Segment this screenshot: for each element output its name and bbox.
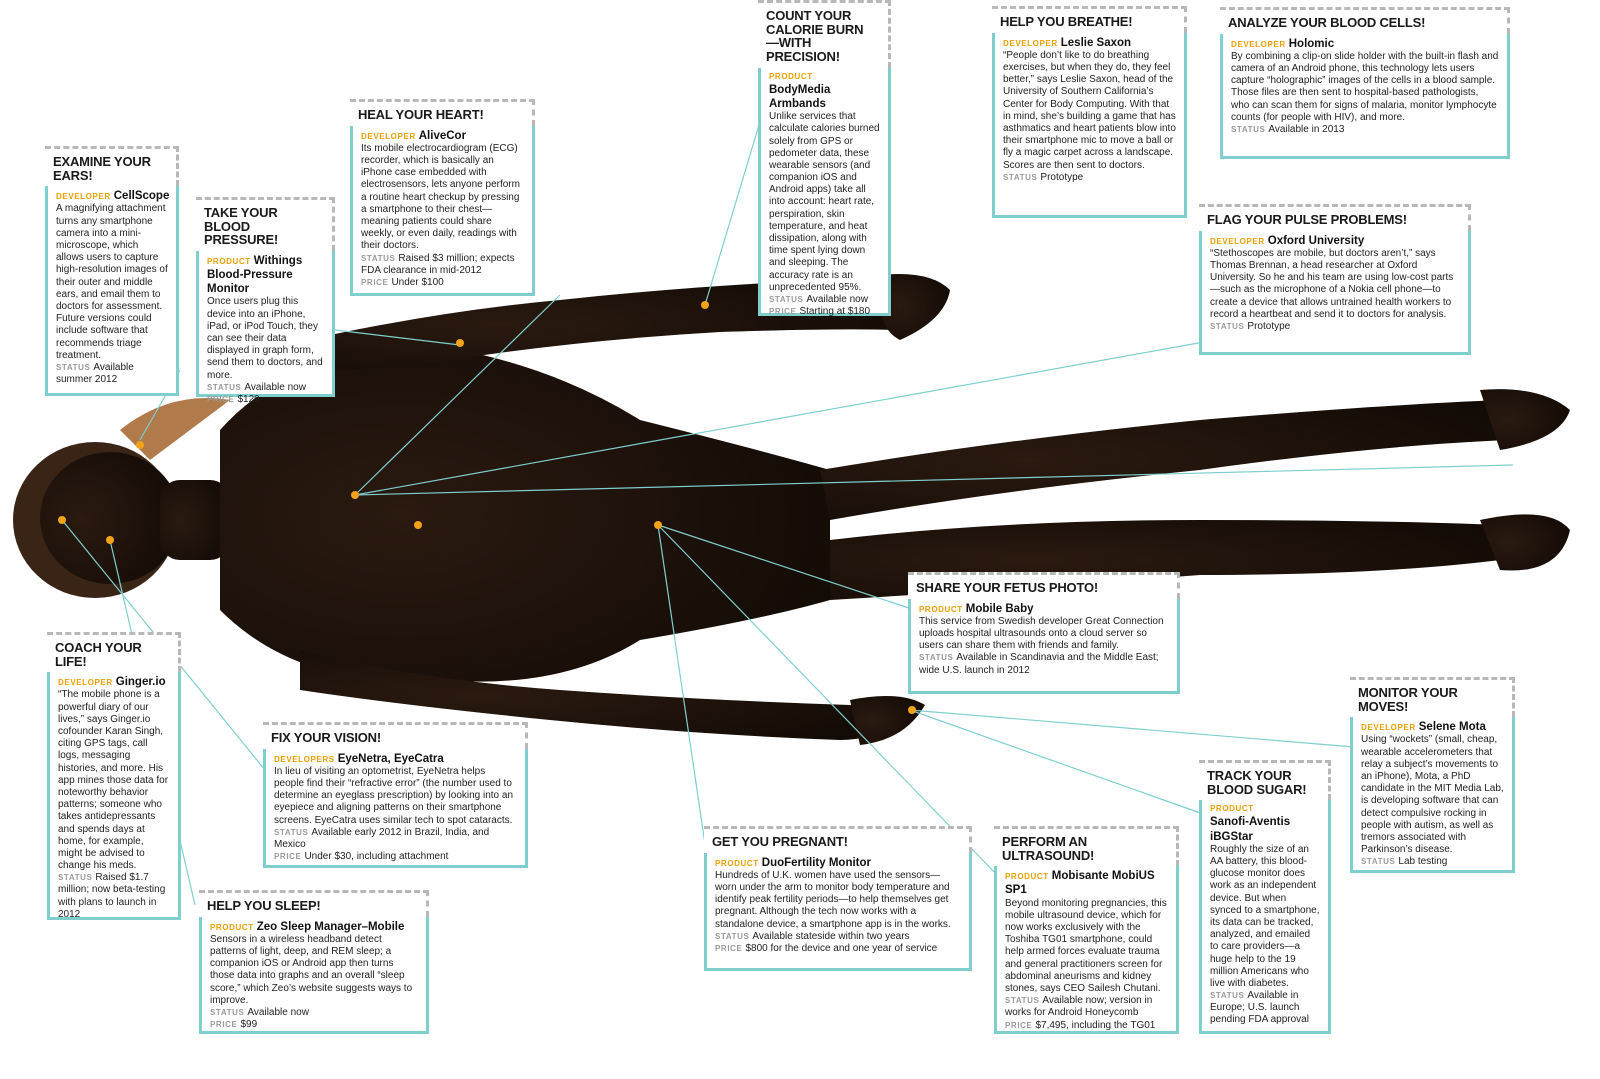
price-value: Under $100 (391, 276, 444, 288)
card-heart (350, 99, 535, 296)
status-label: STATUS (210, 1007, 245, 1017)
status-value: Raised $1.7 million; now beta-testing with plans to launch in 2012 (58, 872, 166, 920)
price-value: Starting at $180 (799, 306, 871, 318)
card-description: Roughly the size of an AA battery, this blood-glucose monitor does work as an independent device. But when synced to a smartphone, its data can be tracked, analyzed, and emailed to care providers—a huge help to the 19 million Americans who live with diabetes. (1210, 843, 1320, 989)
developer-name: CellScope (113, 190, 170, 203)
status-label: STATUS (919, 653, 954, 663)
card-title: GET YOU PREGNANT! (704, 826, 972, 853)
card-ultrasound (994, 826, 1179, 1034)
status-value: Available now; version in works for Android Honeycomb (1005, 995, 1153, 1019)
card-description: “The mobile phone is a powerful diary of our lives,” says Ginger.io cofounder Karan Singh, citing GPS tags, call logs, messaging histories, and more. His app mines those data for noteworthy behavior patterns; someone who takes antidepressants and spends days at home, for example, might be advised to change his meds. (58, 689, 169, 872)
status-value: Raised $3 million; expects FDA clearance in mid-2012 (361, 252, 515, 276)
developer-label: DEVELOPER (56, 192, 111, 202)
card-title: HEAL YOUR HEART! (350, 99, 535, 126)
card-sleep (199, 890, 429, 1034)
product-name: DuoFertility Monitor (761, 856, 872, 869)
status-label: STATUS (1003, 172, 1038, 182)
product-label: PRODUCT (769, 71, 813, 81)
card-title: ANALYZE YOUR BLOOD CELLS! (1220, 7, 1510, 34)
card-description: Sensors in a wireless headband detect patterns of light, deep, and REM sleep; a companion iOS or Android app then turns those data into graphs and an overall “sleep score,” which Zeo’s website suggests ways to improve. (210, 933, 413, 1006)
product-label: PRODUCT (715, 858, 759, 868)
card-description: A magnifying attachment turns any smartphone camera into a mini-microscope, which allows users to capture high-resolution images of their outer and middle ears, and email them to doctors for assessment. Future versions could include software that recommends triage treatment. (56, 203, 168, 361)
card-title: SHARE YOUR FETUS PHOTO! (908, 572, 1180, 599)
price-value: $800 for the device and one year of service (745, 942, 938, 954)
card-breathe (992, 6, 1187, 218)
product-label: PRODUCT (1210, 804, 1254, 814)
developer-name: EyeNetra, EyeCatra (337, 752, 444, 765)
card-moves (1350, 677, 1515, 873)
card-sugar (1199, 760, 1331, 1034)
card-description: By combining a clip-on slide holder with the built-in flash and camera of an Android phone, this technology lets users capture “holographic” images of the cells in a blood sample. Those files are then sent to hospital-based pathologists, who can scan them for signs of malaria, monitor lymphocyte counts (for people with HIV), and more. (1231, 50, 1499, 123)
status-label: STATUS (58, 873, 93, 883)
developer-name: Selene Mota (1418, 721, 1486, 734)
status-value: Available now (806, 293, 868, 305)
developer-name: Ginger.io (115, 676, 166, 689)
price-label: PRICE (274, 852, 302, 862)
developer-name: Oxford University (1267, 234, 1365, 247)
card-title: TRACK YOUR BLOOD SUGAR! (1199, 760, 1331, 800)
status-value: Prototype (1247, 320, 1291, 332)
card-calorie (758, 0, 891, 316)
price-label: PRICE (715, 943, 743, 953)
card-pregnant (704, 826, 972, 971)
card-title: EXAMINE YOUR EARS! (45, 146, 179, 186)
card-title: COACH YOUR LIFE! (47, 632, 181, 672)
card-description: In lieu of visiting an optometrist, EyeNetra helps people find their “refractive error” (the number used to determine an eyeglass prescription) by looking into an eyepiece and aligning patterns on their smartphone screens. EyeCatra uses similar tech to spot cataracts. (274, 765, 514, 826)
price-label: PRICE (210, 1020, 238, 1030)
card-title: FLAG YOUR PULSE PROBLEMS! (1199, 204, 1471, 231)
price-label: PRICE (1005, 1020, 1033, 1030)
card-title: TAKE YOUR BLOOD PRESSURE! (196, 197, 335, 251)
price-label: PRICE (207, 394, 235, 404)
product-name: Sanofi-Aventis iBGStar (1210, 816, 1291, 843)
card-description: This service from Swedish developer Great Connection uploads hospital ultrasounds onto a cloud server so users can share them with friends and family. (919, 615, 1164, 652)
card-description: Unlike services that calculate calories burned solely from GPS or pedometer data, these wearable sensors (and companion iOS and Android apps) take all into account: heart rate, perspiration, skin temperature, and heat dissipation, along with time spent lying down and sleeping. The accuracy rate is an unprecedented 95%. (769, 111, 880, 293)
card-fetus (908, 572, 1180, 694)
status-value: Available now (244, 381, 306, 393)
status-label: STATUS (361, 253, 396, 263)
card-description: Using “wockets” (small, cheap, wearable accelerometers that relay a subject’s movements to an iPhone), Mota, a PhD candidate in the MIT Media Lab, is developing software that can detect compulsive rocking in people with autism, as well as tremors associated with Parkinson’s disease. (1361, 734, 1504, 856)
status-value: Available early 2012 in Brazil, India, and Mexico (274, 826, 490, 850)
status-value: Available stateside within two years (752, 930, 910, 942)
card-title: HELP YOU SLEEP! (199, 890, 429, 917)
card-description: “People don’t like to do breathing exercises, but when they do, they feel better,” says Leslie Saxon, head of the University of Southern California’s Center for Body Computing. With that in mind, she’s building a game that has asthmatics and heart patients blow into their smartphone mic to move a ball or fly a magic carpet across a landscape. Scores are then sent to doctors. (1003, 49, 1176, 171)
product-label: PRODUCT (210, 922, 254, 932)
card-vision (263, 722, 528, 868)
status-label: STATUS (1210, 991, 1245, 1001)
price-value: $7,495, including the TG01 (1035, 1019, 1156, 1031)
status-label: STATUS (56, 362, 91, 372)
card-description: Beyond monitoring pregnancies, this mobile ultrasound device, which for now works exclusively with the Toshiba TG01 smartphone, could help armed forces evaluate trauma and general practitioners screen for abdominal aneurisms and kidney stones, says CEO Sailesh Chutani. (1005, 897, 1167, 994)
card-title: FIX YOUR VISION! (263, 722, 528, 749)
card-title: COUNT YOUR CALORIE BURN—WITH PRECISION! (758, 0, 891, 68)
card-blood-pressure (196, 197, 335, 405)
developer-label: DEVELOPER (1231, 39, 1286, 49)
developer-label: DEVELOPER (1210, 236, 1265, 246)
developer-label: DEVELOPER (1361, 723, 1416, 733)
developer-label: DEVELOPERS (274, 754, 335, 764)
card-title: HELP YOU BREATHE! (992, 6, 1187, 33)
card-coach (47, 632, 181, 920)
price-value: $99 (240, 1019, 258, 1031)
price-value: $129 (237, 393, 260, 405)
status-value: Available summer 2012 (56, 361, 134, 386)
status-label: STATUS (207, 382, 242, 392)
developer-name: Holomic (1288, 37, 1335, 50)
product-label: PRODUCT (1005, 872, 1049, 882)
product-label: PRODUCT (207, 256, 251, 266)
price-value: Under $30, including attachment (304, 851, 449, 863)
status-value: Prototype (1040, 171, 1084, 183)
card-description: Hundreds of U.K. women have used the sensors—worn under the arm to monitor body temperature and identify peak fertility periods—to help themselves get pregnant. Although the tech now works with a standalone device, a smartphone app is in the works. (715, 869, 951, 930)
status-value: Available now (247, 1006, 309, 1018)
status-value: Available in 2013 (1268, 123, 1345, 135)
status-label: STATUS (274, 827, 309, 837)
status-label: STATUS (769, 294, 804, 304)
price-label: PRICE (769, 307, 797, 317)
status-value: Available in Europe; U.S. launch pending FDA approval (1210, 990, 1309, 1026)
card-pulse (1199, 204, 1471, 355)
product-label: PRODUCT (919, 604, 963, 614)
developer-name: AliveCor (418, 129, 467, 142)
status-label: STATUS (1210, 321, 1245, 331)
status-label: STATUS (1005, 996, 1040, 1006)
card-description: Once users plug this device into an iPhone, iPad, or iPod Touch, they can see their data displayed in graph form, send them to doctors, and more. (207, 296, 323, 381)
card-description: Its mobile electrocardiogram (ECG) recorder, which is basically an iPhone case embedded with electrosensors, lets anyone perform a routine heart checkup by pressing a smartphone to their chest—meaning patients could share weekly, or even daily, readings with their doctors. (361, 142, 520, 252)
product-name: BodyMedia Armbands (769, 83, 831, 110)
product-name: Withings Blood-Pressure Monitor (207, 254, 303, 296)
status-label: STATUS (1231, 124, 1266, 134)
card-title: MONITOR YOUR MOVES! (1350, 677, 1515, 717)
card-description: “Stethoscopes are mobile, but doctors aren’t,” says Thomas Brennan, a head researcher at Oxford University. So he and his team are using low-cost parts—such as the microphone of a Nokia cell phone—to create a device that allows untrained health workers to record a heartbeat and send it to doctors for analysis. (1210, 247, 1454, 320)
developer-name: Leslie Saxon (1060, 36, 1132, 49)
developer-label: DEVELOPER (361, 131, 416, 141)
product-name: Mobile Baby (965, 602, 1034, 615)
card-blood-cells (1220, 7, 1510, 159)
status-label: STATUS (715, 931, 750, 941)
status-value: Lab testing (1398, 856, 1448, 868)
developer-label: DEVELOPER (58, 678, 113, 688)
product-name: Zeo Sleep Manager–Mobile (256, 920, 405, 933)
card-title: PERFORM AN ULTRASOUND! (994, 826, 1179, 866)
status-value: Available in Scandinavia and the Middle East; wide U.S. launch in 2012 (919, 652, 1159, 676)
card-ears (45, 146, 179, 396)
product-name: Mobisante MobiUS SP1 (1005, 870, 1155, 897)
status-label: STATUS (1361, 857, 1396, 867)
price-label: PRICE (361, 277, 389, 287)
developer-label: DEVELOPER (1003, 38, 1058, 48)
